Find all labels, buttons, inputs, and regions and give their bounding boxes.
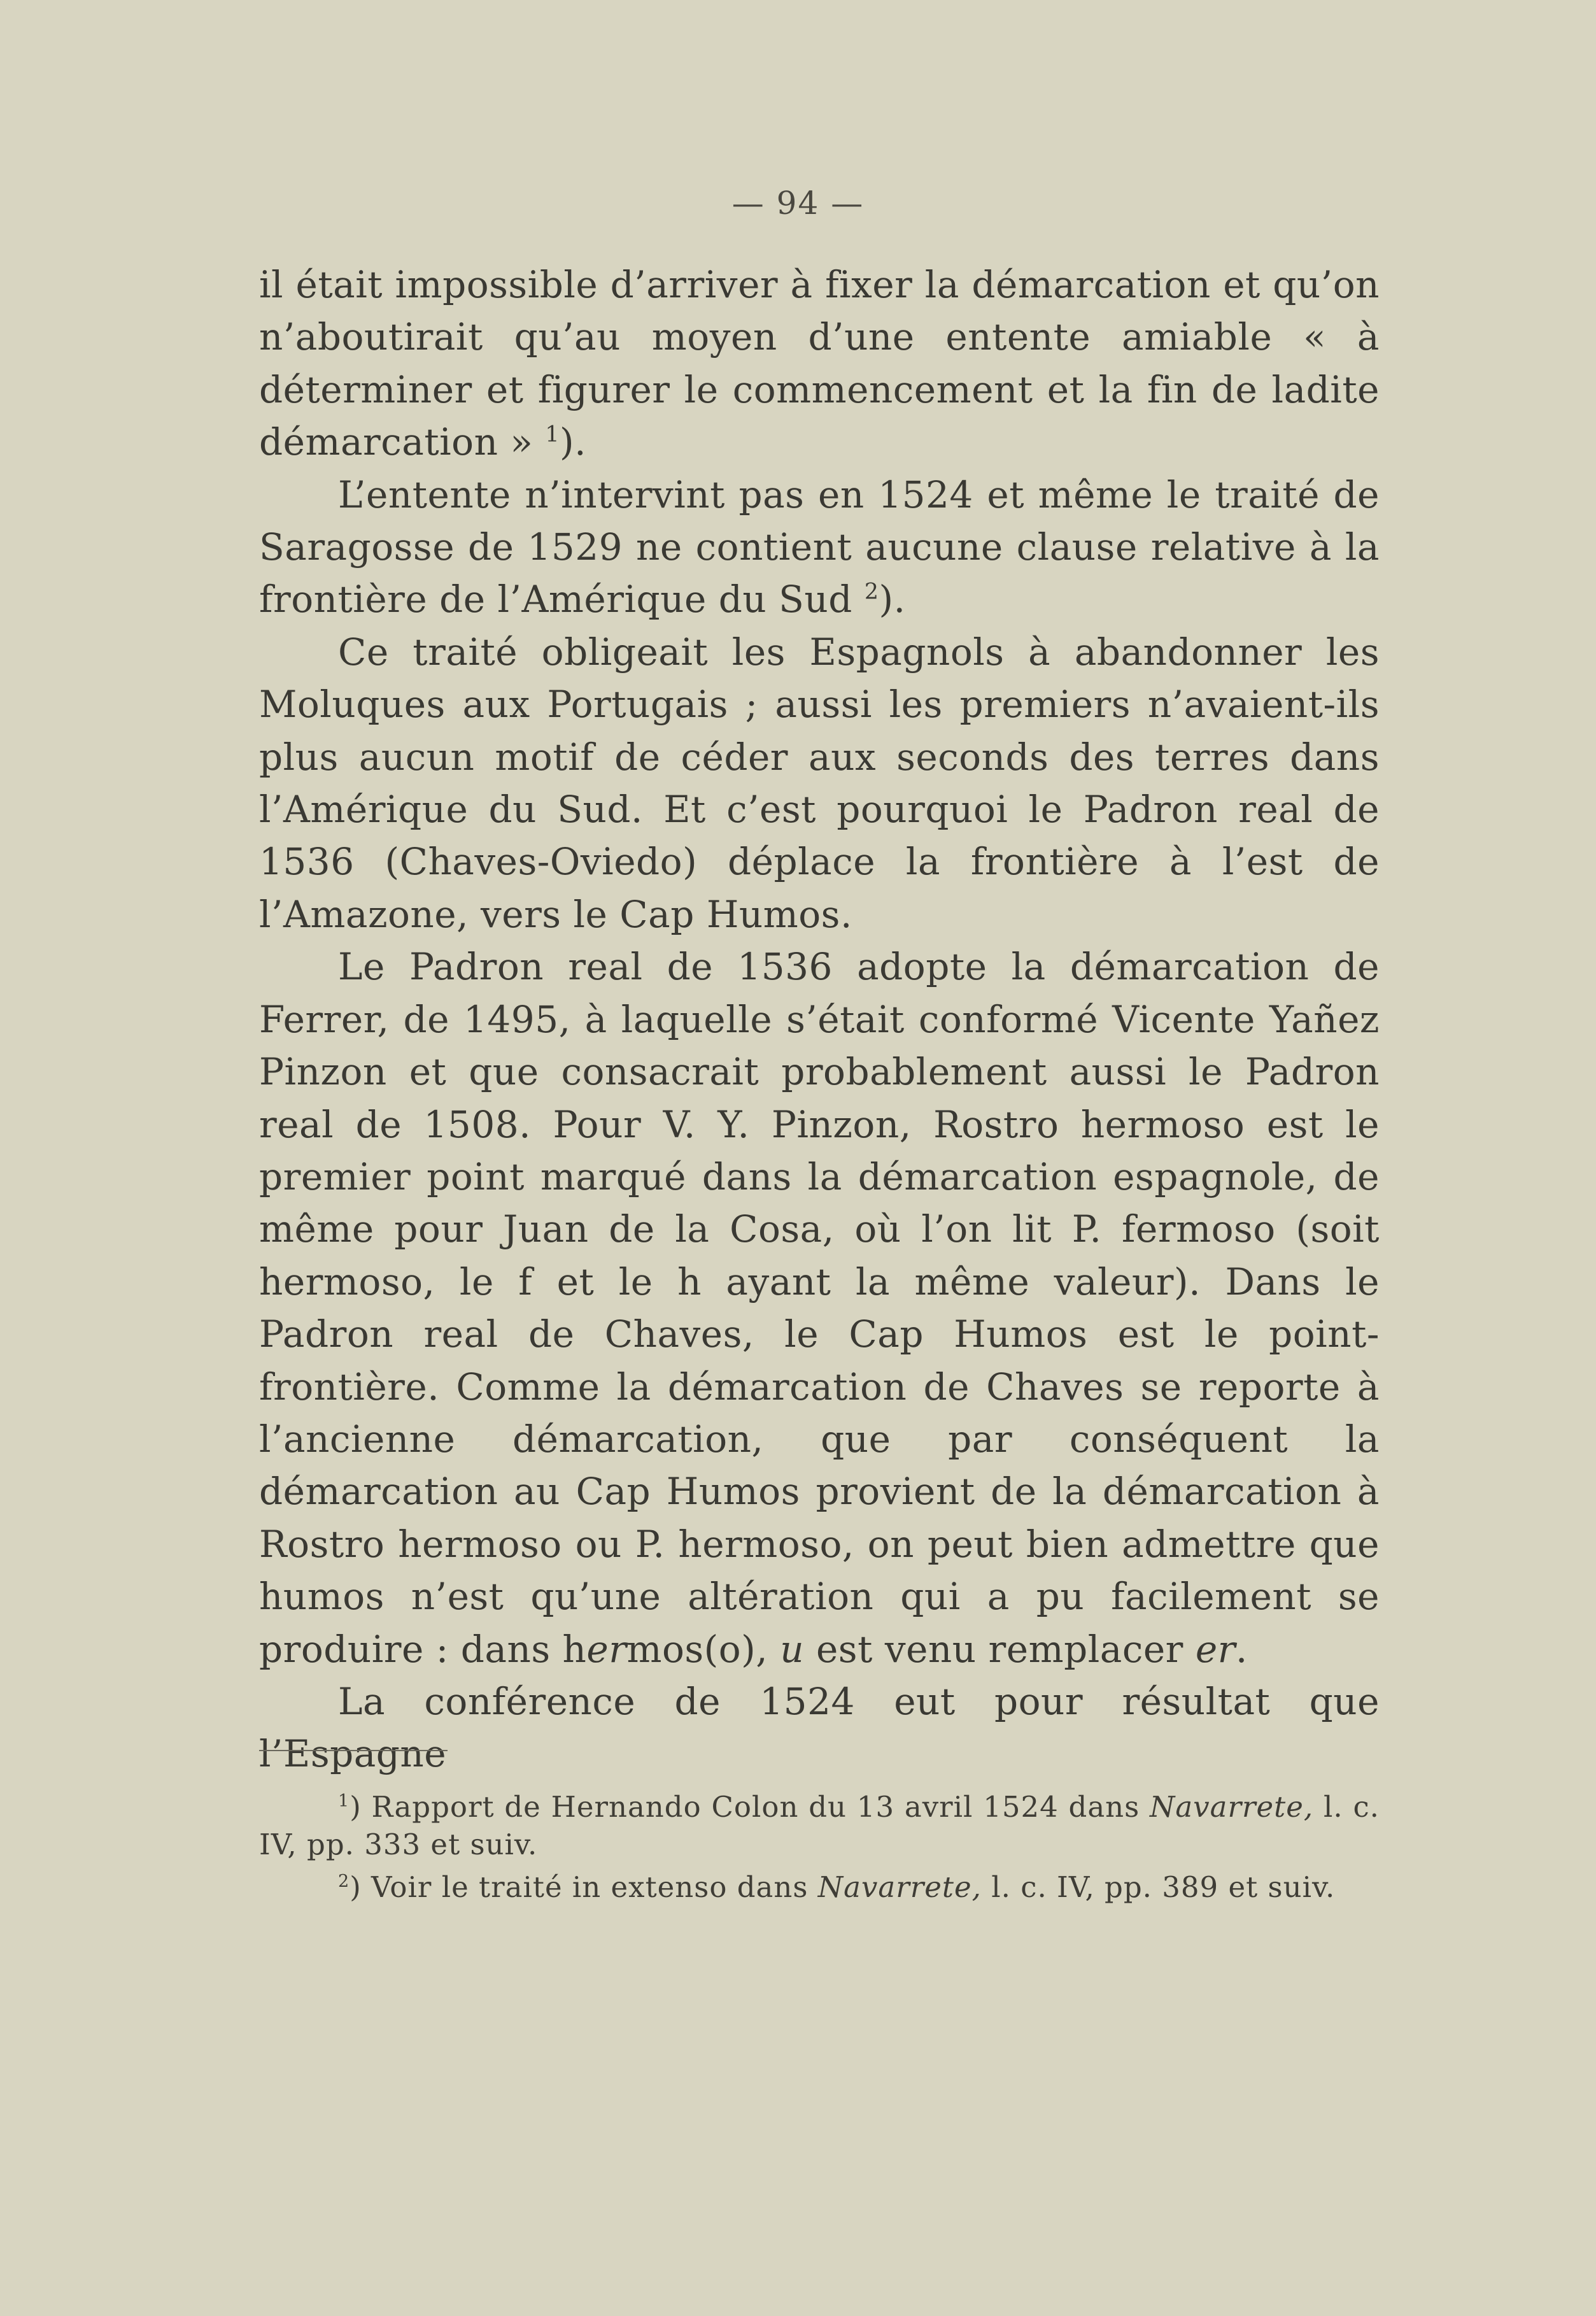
footnote-divider	[259, 1750, 448, 1751]
paragraph-4-end: .	[1235, 1627, 1248, 1671]
paragraph-2-tail: ).	[879, 578, 906, 622]
italic-u: u	[780, 1627, 805, 1671]
paragraph-4-replace: est venu remplacer	[816, 1627, 1183, 1671]
footnote-1-mark: 1	[338, 1791, 350, 1811]
italic-er-2: er	[1195, 1627, 1236, 1671]
footnote-1-tail: l. c. IV, pp. 333 et suiv.	[259, 1790, 1380, 1861]
footnote-1-source: Navarrete,	[1150, 1790, 1314, 1824]
body-text	[259, 259, 1380, 1780]
page-number: — 94 —	[731, 185, 865, 222]
paragraph-1-tail: ).	[559, 420, 587, 464]
footnote-ref-1: 1	[545, 422, 560, 448]
paragraph-4	[259, 941, 1380, 1675]
footnote-ref-2: 2	[864, 579, 879, 606]
footnote-2-tail: l. c. IV, pp. 389 et suiv.	[991, 1870, 1336, 1904]
paragraph-4-mos: mos(o),	[626, 1627, 768, 1671]
paragraph-2	[259, 469, 1380, 626]
paragraph-1-text: il était impossible d’arriver à fixer la démarcation et qu’on n’aboutirait qu’au moyen d’une entente amiable « à déterminer et figurer le commencement et la fin de ladite démarcation »	[259, 263, 1380, 464]
footnote-2-text: ) Voir le traité in extenso dans	[350, 1870, 809, 1904]
footnote-1-text: ) Rapport de Hernando Colon du 13 avril 1524 dans	[350, 1790, 1140, 1824]
footnotes	[259, 1788, 1380, 1911]
footnote-2-mark: 2	[338, 1872, 350, 1891]
footnote-2-source: Navarrete,	[817, 1870, 982, 1904]
footnote-2	[259, 1868, 1380, 1906]
paragraph-3: Ce traité obligeait les Espagnols à abandonner les Moluques aux Portugais ; aussi les premiers n’avaient-ils plus aucun motif de céder aux seconds des terres dans l’Amérique du Sud. Et c’est pourquoi le Padron real de 1536 (Chaves-Oviedo) déplace la frontière à l’est de l’Amazone, vers le Cap Humos.	[259, 630, 1380, 936]
paragraph-5: La conférence de 1524 eut pour résultat que l’Espagne	[259, 1679, 1380, 1776]
paragraph-4-text: Le Padron real de 1536 adopte la démarcation de Ferrer, de 1495, à laquelle s’était conformé Vicente Yañez Pinzon et que consacrait probablement aussi le Padron real de 1508. Pour V. Y. Pinzon, Rostro hermoso est le premier point marqué dans la démarcation espagnole, de même pour Juan de la Cosa, où l’on lit P. fermoso (soit hermoso, le f et le h ayant la même valeur). Dans le Padron real de Chaves, le Cap Humos est le point-frontière. Comme la démarcation de Chaves se reporte à l’ancienne démarcation, que par conséquent la démarcation au Cap Humos provient de la démarcation à Rostro hermoso ou P. hermoso, on peut bien admettre que humos n’est qu’une altération qui a pu facilement se produire : dans h	[259, 945, 1380, 1671]
paragraph-1	[259, 259, 1380, 469]
italic-er-1: er	[586, 1627, 627, 1671]
paragraph-2-text: L’entente n’intervint pas en 1524 et même le traité de Saragosse de 1529 ne contient aucune clause relative à la frontière de l’Amérique du Sud	[259, 472, 1380, 622]
footnote-1	[259, 1788, 1380, 1863]
